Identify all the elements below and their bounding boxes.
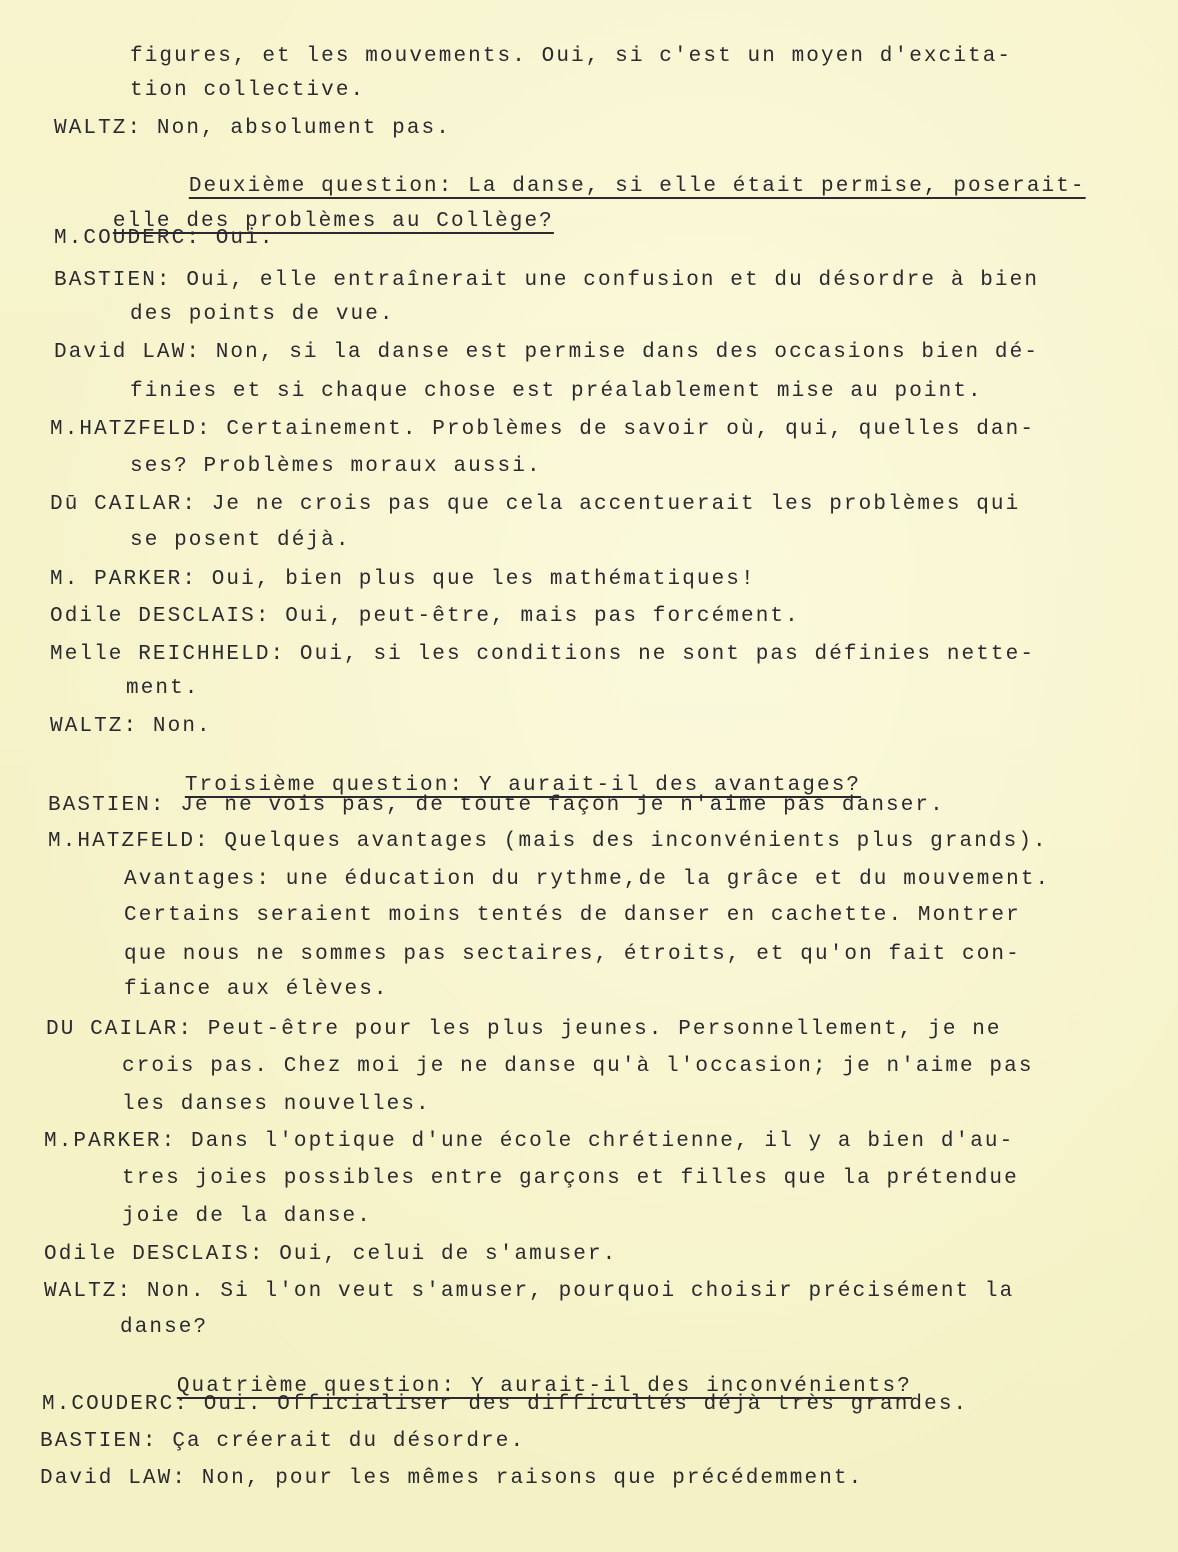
question-line: Quatrième question: Y aurait-il des inconvénients? — [176, 1375, 912, 1398]
text-line: M.COUDERC: Oui. Officialiser des difficultés déjà très grandes. — [42, 1393, 969, 1416]
text-line: que nous ne sommes pas sectaires, étroits, et qu'on fait con- — [124, 943, 1021, 966]
text-line: M.COUDERC: Oui. — [54, 227, 275, 250]
text-line: des points de vue. — [130, 303, 395, 326]
text-line: M.HATZFELD: Certainement. Problèmes de savoir où, qui, quelles dan- — [50, 418, 1036, 441]
text-line: danse? — [120, 1316, 209, 1339]
text-line: M. PARKER: Oui, bien plus que les mathématiques! — [50, 568, 756, 591]
text-line: Odile DESCLAIS: Oui, peut-être, mais pas forcément. — [50, 605, 800, 628]
text-line: Dū CAILAR: Je ne crois pas que cela accentuerait les problèmes qui — [50, 493, 1021, 516]
text-line: se posent déjà. — [130, 529, 351, 552]
text-line: WALTZ: Non. — [50, 715, 212, 738]
text-line: Certains seraient moins tentés de danser en cachette. Montrer — [124, 904, 1021, 927]
text-line: M.HATZFELD: Quelques avantages (mais des inconvénients plus grands). — [48, 830, 1048, 853]
text-line: crois pas. Chez moi je ne danse qu'à l'occasion; je n'aime pas — [122, 1055, 1034, 1078]
text-line: tion collective. — [130, 79, 366, 102]
text-line: finies et si chaque chose est préalablement mise au point. — [130, 380, 983, 403]
text-line: WALTZ: Non, absolument pas. — [54, 117, 451, 140]
text-line: joie de la danse. — [122, 1205, 372, 1228]
text-line: ses? Problèmes moraux aussi. — [130, 455, 542, 478]
text-line: BASTIEN: Ça créerait du désordre. — [40, 1430, 526, 1453]
text-line: BASTIEN: Oui, elle entraînerait une confusion et du désordre à bien — [54, 269, 1040, 292]
text-line: Melle REICHHELD: Oui, si les conditions ne sont pas définies nette- — [50, 643, 1036, 666]
text-line: WALTZ: Non. Si l'on veut s'amuser, pourquoi choisir précisément la — [44, 1280, 1015, 1303]
text-line: figures, et les mouvements. Oui, si c'est un moyen d'excita- — [130, 45, 1013, 68]
text-line: BASTIEN: Je ne vois pas, de toute façon je n'aime pas danser. — [48, 794, 945, 817]
text-line: Avantages: une éducation du rythme,de la grâce et du mouvement. — [124, 868, 1051, 891]
question-line: Deuxième question: La danse, si elle était permise, poserait- — [188, 175, 1086, 198]
question-line: Troisième question: Y aurait-il des avantages? — [184, 774, 862, 797]
text-line: David LAW: Non, pour les mêmes raisons que précédemment. — [40, 1467, 864, 1490]
text-line: les danses nouvelles. — [122, 1093, 431, 1116]
text-line: tres joies possibles entre garçons et filles que la prétendue — [122, 1167, 1019, 1190]
text-line: Odile DESCLAIS: Oui, celui de s'amuser. — [44, 1243, 618, 1266]
text-line: fiance aux élèves. — [124, 978, 389, 1001]
question-line: elle des problèmes au Collège? — [112, 210, 554, 233]
text-line: ment. — [126, 677, 200, 700]
text-line: DU CAILAR: Peut-être pour les plus jeunes. Personnellement, je ne — [46, 1018, 1002, 1041]
text-line: David LAW: Non, si la danse est permise dans des occasions bien dé- — [54, 341, 1040, 364]
text-line: M.PARKER: Dans l'optique d'une école chrétienne, il y a bien d'au- — [44, 1130, 1015, 1153]
